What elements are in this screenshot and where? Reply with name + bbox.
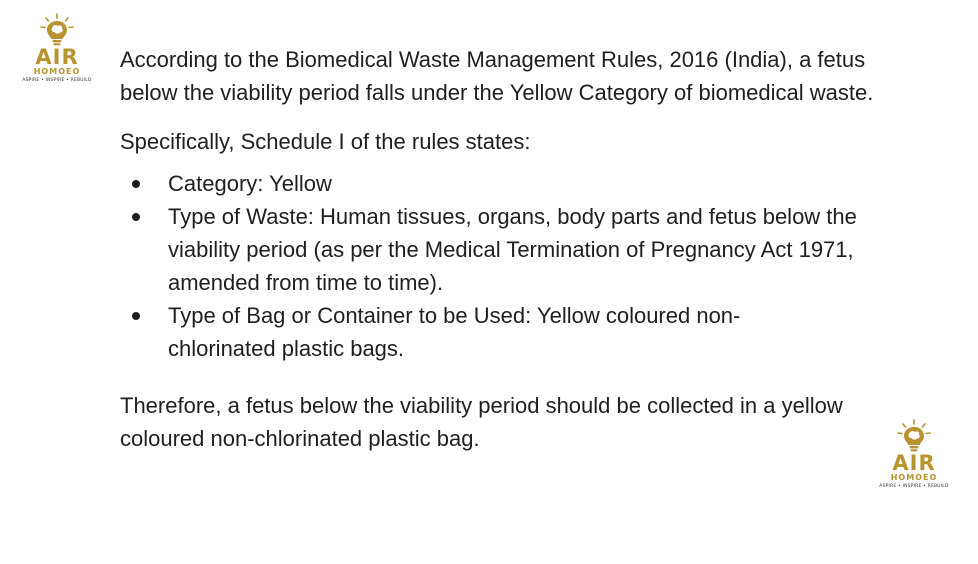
lightbulb-brain-icon xyxy=(894,418,934,454)
list-item xyxy=(120,200,900,299)
bullet-icon xyxy=(132,312,140,320)
air-homoeo-logo-top xyxy=(22,12,92,84)
list-item-text: Type of Bag or Container to be Used: Yellow coloured non-chlorinated plastic bags. xyxy=(168,303,741,361)
document-body xyxy=(120,43,920,455)
bullet-icon xyxy=(132,180,140,188)
list-item-text: Category: Yellow xyxy=(168,171,332,196)
logo-brand-text: AIR xyxy=(892,451,936,475)
air-homoeo-logo-bottom xyxy=(878,418,950,490)
bullet-icon xyxy=(132,213,140,221)
schedule-paragraph: Specifically, Schedule I of the rules states: xyxy=(120,129,531,154)
logo-tagline: ASPIRE • INSPIRE • REBUILD xyxy=(879,484,949,489)
intro-paragraph: According to the Biomedical Waste Management Rules, 2016 (India), a fetus below the viability period falls under the Yellow Category of biomedical waste. xyxy=(120,47,874,105)
list-item xyxy=(120,167,900,200)
logo-sub-text: HOMOEO xyxy=(33,67,81,76)
conclusion-paragraph: Therefore, a fetus below the viability period should be collected in a yellow coloured non-chlorinated plastic bag. xyxy=(120,393,843,451)
logo-brand-text: AIR xyxy=(35,45,79,69)
schedule-list xyxy=(120,167,900,365)
logo-sub-text: HOMOEO xyxy=(890,473,938,482)
logo-tagline: ASPIRE • INSPIRE • REBUILD xyxy=(22,78,92,83)
list-item-text: Type of Waste: Human tissues, organs, body parts and fetus below the viability period (as per the Medical Termination of Pregnancy Act 1971, amended from time to time). xyxy=(168,204,857,295)
list-item xyxy=(120,299,900,365)
lightbulb-brain-icon xyxy=(37,12,77,48)
